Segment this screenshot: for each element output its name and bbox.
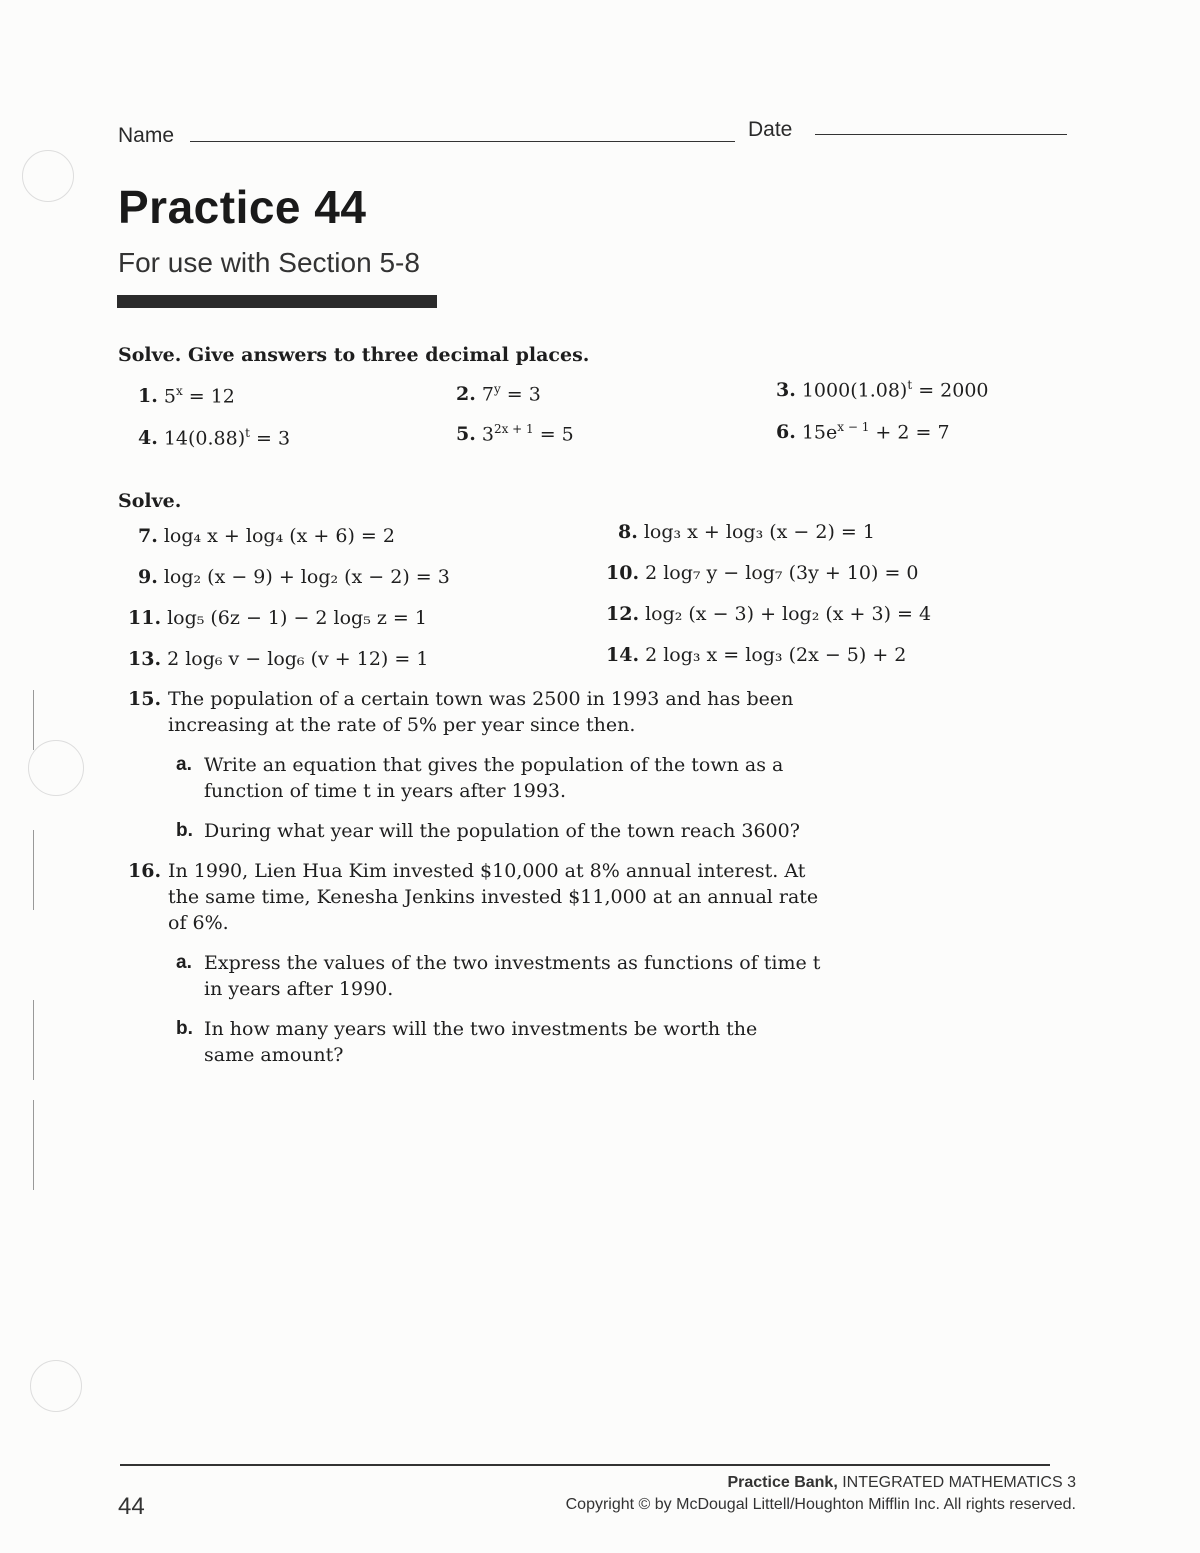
- problem-exponent: x: [175, 384, 183, 398]
- problem-11: [128, 607, 427, 629]
- problem-equation: log₂ (x − 3) + log₂ (x + 3) = 4: [645, 603, 932, 625]
- section2-instruction: Solve.: [118, 490, 182, 512]
- binder-hole-bottom: [30, 1360, 82, 1412]
- problem-rhs: = 2000: [912, 379, 989, 402]
- page-title: Practice 44: [118, 181, 367, 233]
- part-text: Write an equation that gives the population of the town as a function of time t in years after 1993.: [204, 754, 784, 802]
- problem-7: [138, 525, 395, 547]
- problem-number: 16.: [128, 860, 162, 882]
- book-name: INTEGRATED MATHEMATICS 3: [837, 1474, 1076, 1491]
- problem-number: 5.: [456, 423, 476, 446]
- word-problem-16: [128, 858, 838, 936]
- problem-rhs: = 5: [533, 423, 574, 446]
- part-text: During what year will the population of the town reach 3600?: [204, 820, 800, 842]
- problem-number: 3.: [776, 379, 796, 402]
- margin-mark: [33, 1100, 34, 1190]
- problem-14: [606, 644, 906, 666]
- problem-3: [776, 378, 989, 401]
- problem-1: [138, 384, 235, 407]
- problem-number: 8.: [618, 521, 638, 543]
- margin-mark: [33, 1000, 34, 1080]
- problem-13: [128, 648, 428, 670]
- book-title: [727, 1474, 1076, 1492]
- copyright: Copyright © by McDougal Littell/Houghton Mifflin Inc. All rights reserved.: [565, 1496, 1076, 1513]
- problem-number: 4.: [138, 427, 158, 450]
- problem-4: [138, 426, 290, 449]
- problem-equation: log₂ (x − 9) + log₂ (x − 2) = 3: [163, 566, 450, 588]
- footer-rule: [120, 1464, 1050, 1466]
- problem-rhs: = 3: [249, 427, 291, 450]
- name-field[interactable]: [190, 141, 735, 142]
- part-text: Express the values of the two investments as functions of time t in years after 1990.: [204, 952, 821, 1000]
- problem-15-part-b: [176, 818, 864, 844]
- problem-equation: 2 log₇ y − log₇ (3y + 10) = 0: [645, 562, 919, 584]
- problem-number: 10.: [606, 562, 640, 584]
- problem-text: In 1990, Lien Hua Kim invested $10,000 at 8% annual interest. At the same time, Kenesha Jenkins invested $11,000 at an annual rate of 6%.: [168, 860, 819, 934]
- problem-equation: log₄ x + log₄ (x + 6) = 2: [163, 525, 395, 547]
- problem-exponent: t: [245, 426, 250, 440]
- problem-number: 9.: [138, 566, 158, 588]
- problem-exponent: x − 1: [837, 420, 870, 434]
- problem-equation: 2 log₆ v − log₆ (v + 12) = 1: [167, 648, 429, 670]
- problem-text: The population of a certain town was 2500 in 1993 and has been increasing at the rate of 5% per year since then.: [168, 688, 794, 736]
- section1-instruction: Solve. Give answers to three decimal places.: [118, 344, 590, 366]
- problem-6: [776, 420, 950, 443]
- problem-16-part-a: [176, 950, 844, 1002]
- problem-16-part-b: [176, 1016, 804, 1068]
- problem-base: 7: [481, 383, 494, 406]
- problem-base: 15e: [801, 421, 838, 444]
- problem-number: 2.: [456, 383, 476, 406]
- problem-equation: 2 log₃ x = log₃ (2x − 5) + 2: [645, 644, 907, 666]
- problem-number: 14.: [606, 644, 640, 666]
- problem-base: 14(0.88): [163, 427, 246, 450]
- problem-number: 11.: [128, 607, 162, 629]
- date-field[interactable]: [815, 134, 1067, 135]
- problem-9: [138, 566, 450, 588]
- part-label: a.: [176, 754, 192, 775]
- name-label: Name: [118, 124, 175, 147]
- problem-8: [618, 521, 875, 543]
- problem-12: [606, 603, 931, 625]
- problem-10: [606, 562, 919, 584]
- problem-number: 12.: [606, 603, 640, 625]
- book-prefix: Practice Bank,: [727, 1474, 838, 1491]
- problem-rhs: = 12: [182, 385, 235, 408]
- page-subtitle: For use with Section 5-8: [118, 247, 420, 278]
- problem-15-part-a: [176, 752, 824, 804]
- problem-number: 15.: [128, 688, 162, 710]
- problem-2: [456, 382, 541, 405]
- problem-base: 3: [481, 423, 494, 446]
- word-problem-15: [128, 686, 828, 738]
- problem-base: 5: [163, 385, 176, 408]
- date-label: Date: [748, 118, 793, 141]
- problem-equation: log₅ (6z − 1) − 2 log₅ z = 1: [167, 607, 427, 629]
- problem-number: 13.: [128, 648, 162, 670]
- problem-equation: log₃ x + log₃ (x − 2) = 1: [643, 521, 875, 543]
- problem-exponent: 2x + 1: [493, 422, 534, 436]
- problem-number: 7.: [138, 525, 158, 547]
- problem-exponent: y: [493, 382, 501, 396]
- part-text: In how many years will the two investments be worth the same amount?: [204, 1018, 758, 1066]
- binder-hole-top: [22, 150, 74, 202]
- problem-5: [456, 422, 574, 445]
- part-label: a.: [176, 952, 192, 973]
- margin-mark: [33, 830, 34, 910]
- problem-exponent: t: [907, 378, 913, 392]
- problem-number: 6.: [776, 421, 796, 444]
- part-label: b.: [176, 1018, 193, 1039]
- problem-base: 1000(1.08): [801, 379, 908, 402]
- part-label: b.: [176, 820, 193, 841]
- binder-hole-middle: [28, 740, 84, 796]
- title-rule: [117, 295, 437, 308]
- problem-rhs: = 3: [500, 383, 541, 406]
- problem-rhs: + 2 = 7: [869, 421, 950, 444]
- problem-number: 1.: [138, 385, 158, 408]
- page-number: 44: [118, 1493, 145, 1520]
- margin-mark: [33, 690, 34, 750]
